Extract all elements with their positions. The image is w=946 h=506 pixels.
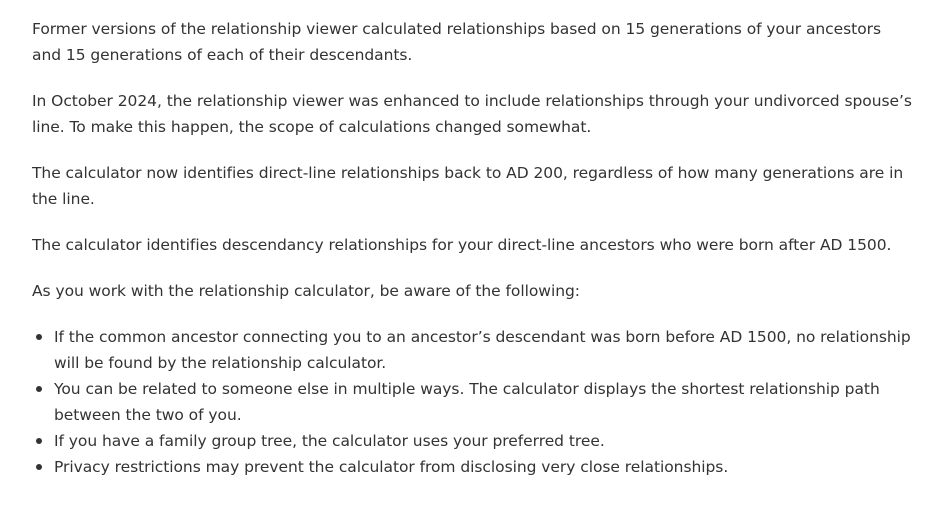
list-item [32,454,914,480]
paragraph-direct-line: The calculator now identifies direct-line relationships back to AD 200, regardless of how many generations are in the line. [32,164,904,208]
paragraph-october-2024: In October 2024, the relationship viewer was enhanced to include relationships through your undivorced spouse’s line. To make this happen, the scope of calculations changed somewhat. [32,92,912,136]
list-item-text: If the common ancestor connecting you to an ancestor’s descendant was born before AD 1500, no relationship will be found by the relationship calculator. [54,328,911,372]
list-item [32,428,914,454]
bullet-icon [36,386,42,392]
paragraph-be-aware: As you work with the relationship calculator, be aware of the following: [32,282,580,300]
bullet-icon [36,464,42,470]
list-item [32,376,914,428]
list-item [32,324,914,376]
bullet-icon [36,334,42,340]
list-item-text: You can be related to someone else in multiple ways. The calculator displays the shortest relationship path between the two of you. [54,380,880,424]
list-item-text: Privacy restrictions may prevent the calculator from disclosing very close relationships. [54,458,729,476]
notes-list [32,324,914,480]
bullet-icon [36,438,42,444]
paragraph-descendancy: The calculator identifies descendancy relationships for your direct-line ancestors who were born after AD 1500. [32,236,892,254]
paragraph-former-versions: Former versions of the relationship viewer calculated relationships based on 15 generations of your ancestors and 15 generations of each of their descendants. [32,20,881,64]
list-item-text: If you have a family group tree, the calculator uses your preferred tree. [54,432,605,450]
